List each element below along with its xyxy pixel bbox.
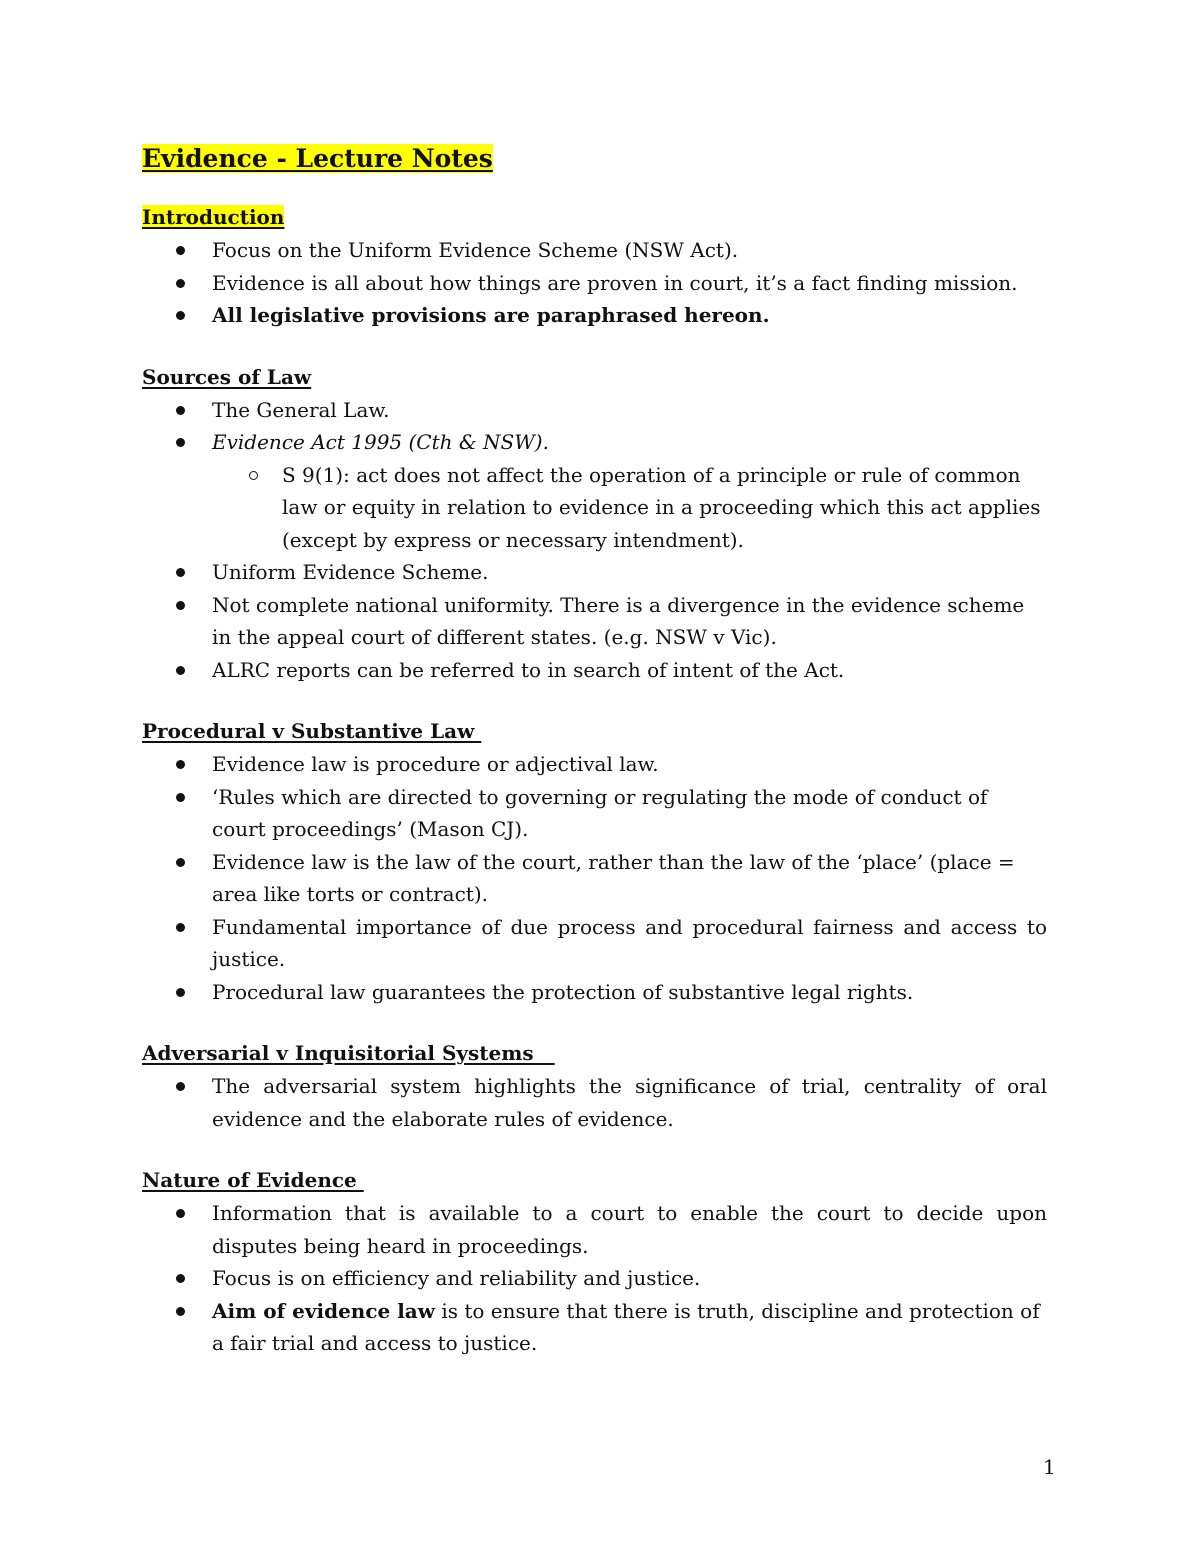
list-item: Evidence law is procedure or adjectival law. (142, 748, 1047, 781)
list-item: Information that is available to a court to enable the court to decide upon disputes being heard in proceedings. (142, 1197, 1047, 1262)
section-heading-text: Procedural v Substantive Law (142, 719, 482, 743)
section-heading-text: Introduction (142, 205, 285, 229)
bullet-icon (176, 923, 185, 932)
bullet-list (142, 748, 1047, 1008)
section-heading (142, 202, 1047, 232)
bullet-list (142, 1197, 1047, 1360)
section-heading (142, 1038, 1047, 1068)
bullet-icon (176, 760, 185, 769)
document-title (142, 140, 1047, 178)
section-sources-of-law (142, 362, 1047, 687)
section-procedural-v-substantive (142, 716, 1047, 1008)
list-item: The General Law. (142, 394, 1047, 427)
list-item: Evidence Act 1995 (Cth & NSW). S 9(1): act does not affect the operation of a principle or rule of common law or equity in relation to evidence in a proceeding which this act applies (except by express or necessary intendment). (142, 426, 1047, 556)
bullet-icon (176, 438, 185, 447)
bullet-icon (176, 1209, 185, 1218)
bullet-list (142, 234, 1047, 332)
sub-list (212, 459, 1047, 557)
list-item: Uniform Evidence Scheme. (142, 556, 1047, 589)
list-item: Not complete national uniformity. There is a divergence in the evidence scheme in the appeal court of different states. (e.g. NSW v Vic). (142, 589, 1047, 654)
bullet-icon (176, 1307, 185, 1316)
bullet-icon (176, 406, 185, 415)
bullet-list (142, 1070, 1047, 1135)
bullet-icon (176, 1274, 185, 1283)
list-item: ALRC reports can be referred to in search of intent of the Act. (142, 654, 1047, 687)
bullet-icon (176, 601, 185, 610)
section-heading (142, 1165, 1047, 1195)
section-introduction (142, 202, 1047, 332)
bullet-icon (176, 666, 185, 675)
bullet-icon (176, 246, 185, 255)
list-item: All legislative provisions are paraphrased hereon. (142, 299, 1047, 332)
bullet-icon (176, 279, 185, 288)
bullet-icon (176, 568, 185, 577)
list-item: Aim of evidence law is to ensure that there is truth, discipline and protection of a fair trial and access to justice. (142, 1295, 1047, 1360)
bullet-icon (176, 793, 185, 802)
list-item: Evidence is all about how things are proven in court, it’s a fact finding mission. (142, 267, 1047, 300)
bullet-list (142, 394, 1047, 687)
section-heading-text: Nature of Evidence (142, 1168, 364, 1192)
sub-list-item: S 9(1): act does not affect the operation of a principle or rule of common law or equity in relation to evidence in a proceeding which this act applies (except by express or necessary intendment). (212, 459, 1047, 557)
list-item: Evidence law is the law of the court, rather than the law of the ‘place’ (place = area like torts or contract). (142, 846, 1047, 911)
section-adversarial-v-inquisitorial (142, 1038, 1047, 1135)
section-heading-text: Sources of Law (142, 364, 312, 389)
section-heading (142, 362, 1047, 392)
list-item: Focus is on efficiency and reliability and justice. (142, 1262, 1047, 1295)
page-number: 1 (1043, 1455, 1056, 1479)
bullet-icon (176, 988, 185, 997)
document-body (142, 140, 1047, 1390)
list-item: ‘Rules which are directed to governing or regulating the mode of conduct of court proceedings’ (Mason CJ). (142, 781, 1047, 846)
list-item: Procedural law guarantees the protection of substantive legal rights. (142, 976, 1047, 1009)
section-nature-of-evidence (142, 1165, 1047, 1360)
list-item: Focus on the Uniform Evidence Scheme (NSW Act). (142, 234, 1047, 267)
section-heading-text: Adversarial v Inquisitorial Systems (142, 1041, 555, 1065)
document-title-text: Evidence - Lecture Notes (142, 144, 493, 173)
bullet-icon (176, 858, 185, 867)
list-item: Fundamental importance of due process and procedural fairness and access to justice. (142, 911, 1047, 976)
section-heading (142, 716, 1047, 746)
list-item: The adversarial system highlights the significance of trial, centrality of oral evidence and the elaborate rules of evidence. (142, 1070, 1047, 1135)
bullet-icon (176, 1082, 185, 1091)
bullet-icon (176, 311, 185, 320)
hollow-bullet-icon (249, 471, 258, 480)
